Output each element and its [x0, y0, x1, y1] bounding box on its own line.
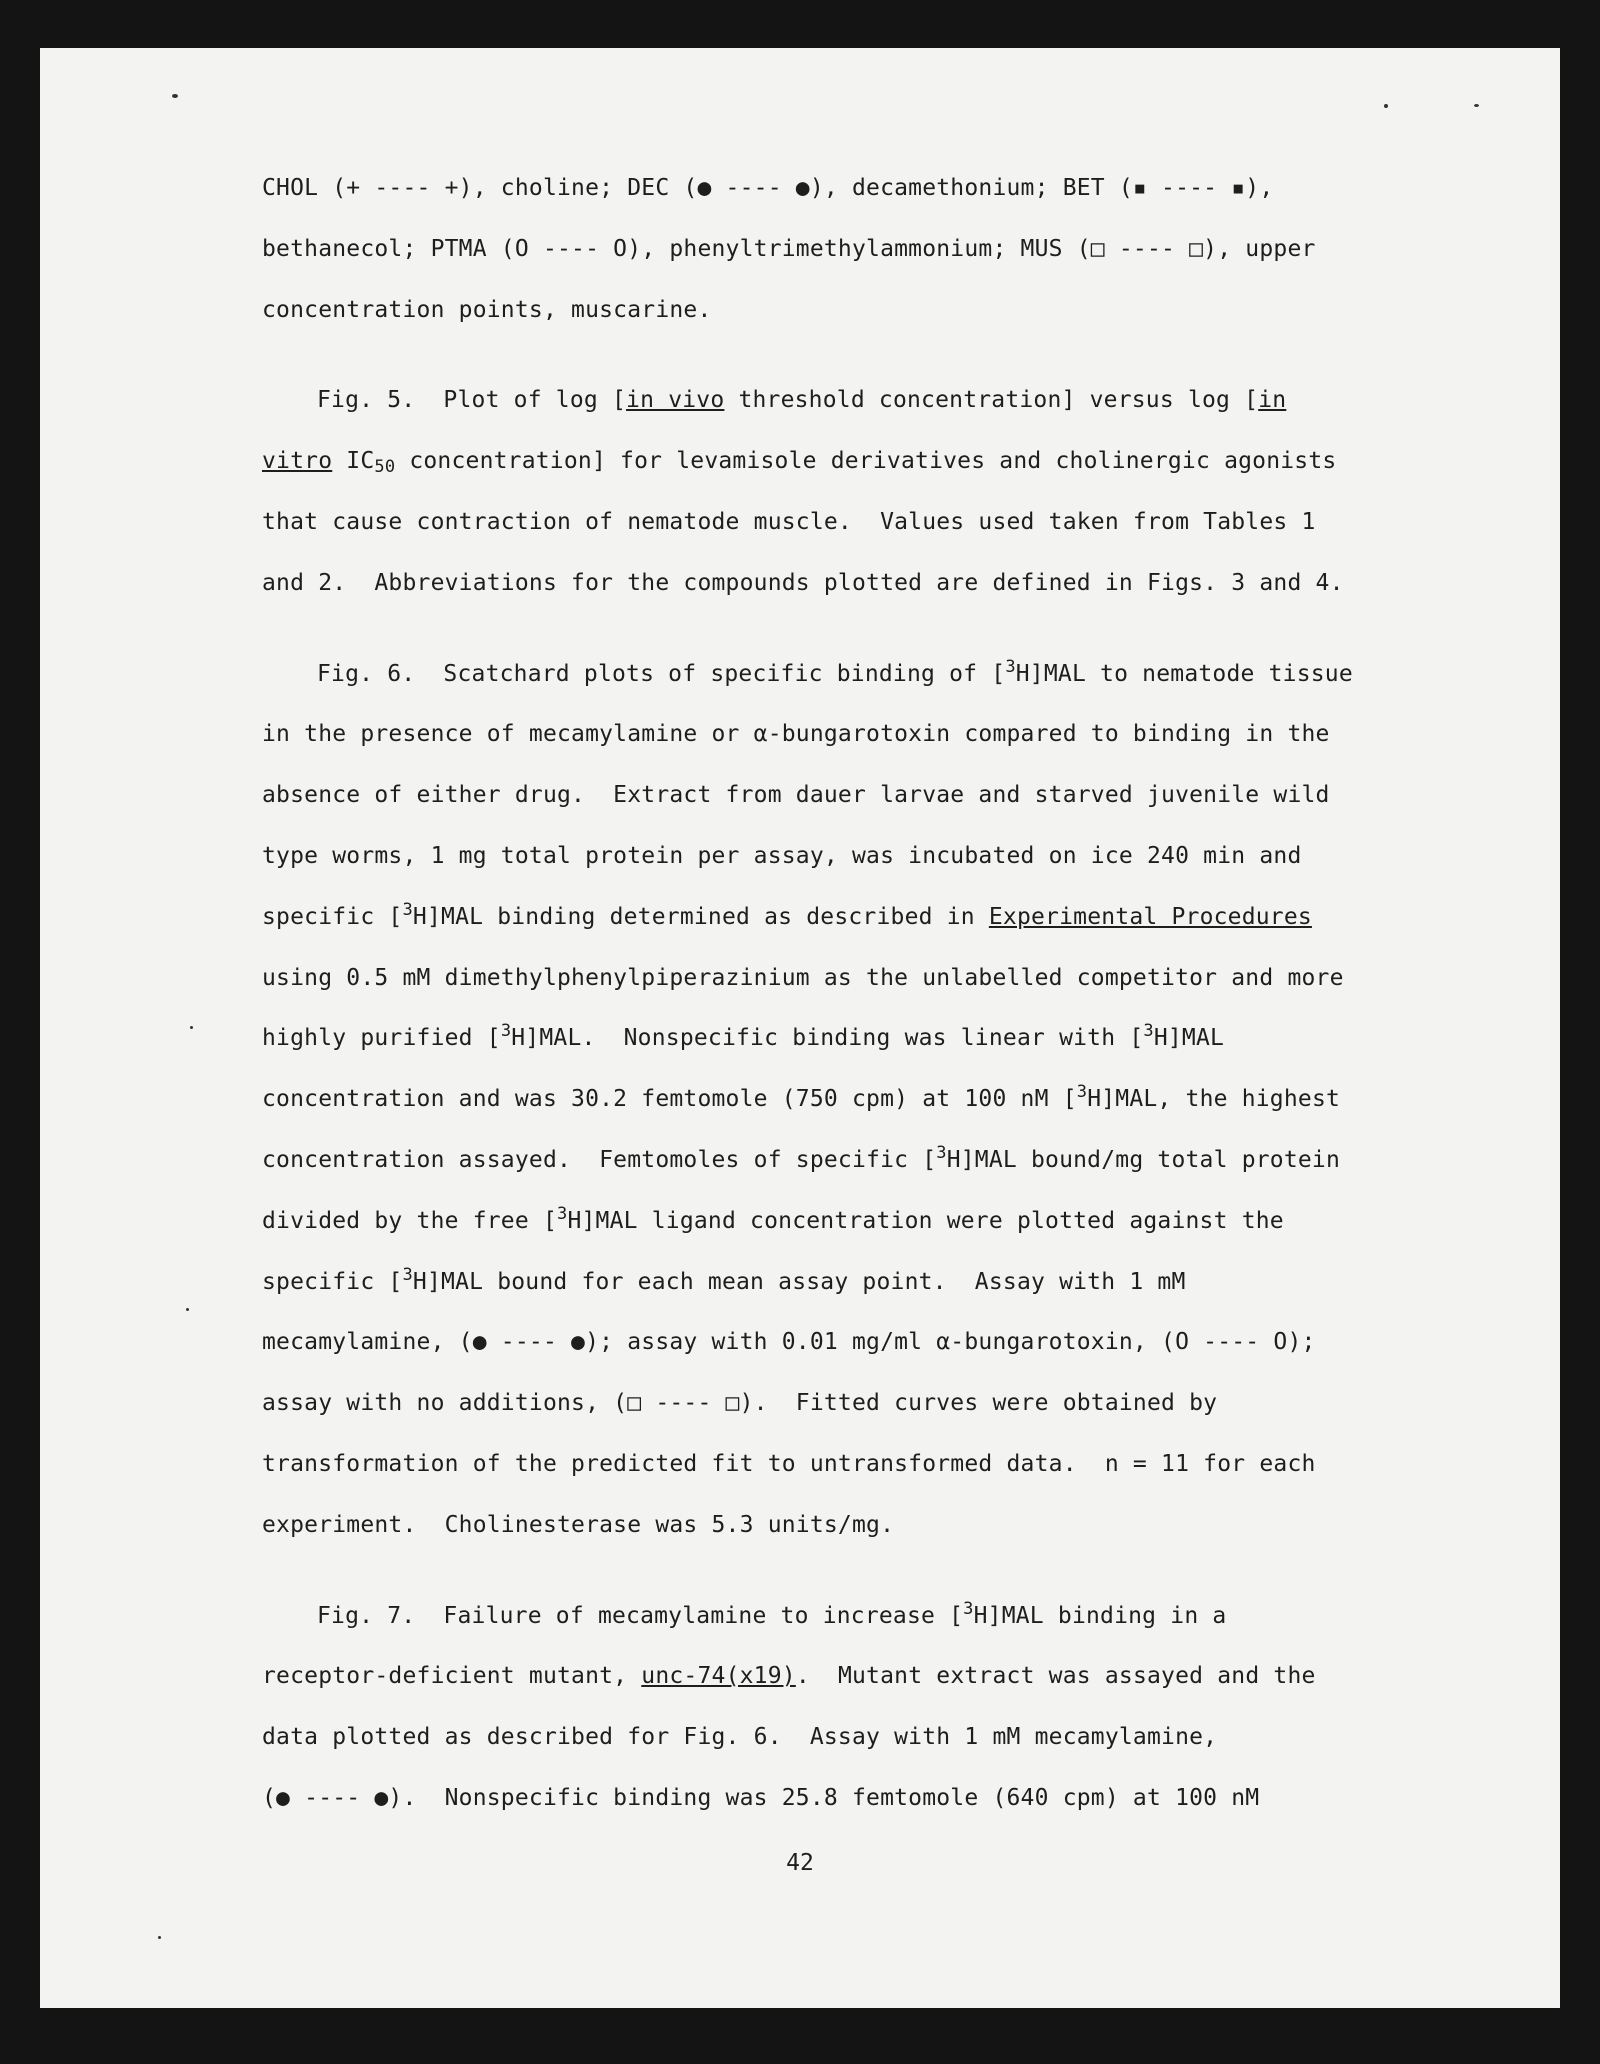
text-span: Fig. 5. Plot of log [: [317, 387, 627, 414]
text-span: H]MAL to nematode tissue: [1015, 660, 1353, 687]
superscript: 3: [500, 1021, 512, 1042]
text-line: that cause contraction of nematode muscle. Values used taken from Tables 1: [262, 508, 1316, 535]
text-span: concentration assayed. Femtomoles of specific [: [262, 1146, 937, 1173]
text-span: specific [: [262, 1268, 403, 1295]
text-line: CHOL (+ ---- +), choline; DEC (● ---- ●), decamethonium; BET (▪ ---- ▪),: [262, 175, 1274, 201]
text-span: H]MAL binding in a: [973, 1602, 1227, 1629]
text-span: . Mutant extract was assayed and the: [795, 1663, 1316, 1690]
text-line: bethanecol; PTMA (O ---- O), phenyltrimethylammonium; MUS (□ ---- □), upper: [262, 235, 1316, 262]
text-span: receptor-deficient mutant,: [262, 1663, 642, 1690]
text-line: [262, 887, 1502, 948]
text-span: specific [: [262, 903, 403, 930]
text-line: using 0.5 mM dimethylphenylpiperazinium as the unlabelled competitor and more: [262, 964, 1344, 991]
figure-6-caption: [262, 644, 1502, 1556]
text-line: concentration points, muscarine.: [262, 296, 712, 323]
underlined-term: unc-74(x19): [641, 1663, 796, 1690]
text-line: data plotted as described for Fig. 6. Assay with 1 mM mecamylamine,: [262, 1724, 1218, 1751]
text-span: Fig. 6. Scatchard plots of specific binding of [: [317, 660, 1006, 687]
underlined-term: Experimental Procedures: [988, 903, 1312, 930]
margin-speck: [186, 1308, 189, 1311]
text-line: experiment. Cholinesterase was 5.3 units/mg.: [262, 1511, 895, 1538]
text-line: transformation of the predicted fit to untransformed data. n = 11 for each: [262, 1450, 1316, 1477]
text-line: [262, 1130, 1502, 1191]
superscript: 3: [402, 899, 413, 920]
document-page: [40, 48, 1560, 2008]
text-line: [262, 1586, 1502, 1647]
caption-intro: [262, 158, 1502, 340]
text-line: [262, 1069, 1502, 1130]
text-span: H]MAL binding determined as described in: [412, 903, 989, 930]
superscript: 3: [1143, 1021, 1154, 1042]
superscript: 3: [1076, 1082, 1088, 1103]
text-line: [262, 1646, 1502, 1707]
text-line: [262, 1191, 1502, 1252]
superscript: 3: [936, 1142, 947, 1163]
page-number: 42: [786, 1850, 814, 1876]
text-line: and 2. Abbreviations for the compounds plotted are defined in Figs. 3 and 4.: [262, 569, 1344, 596]
text-line: [262, 644, 1502, 705]
underlined-term: vitro: [262, 448, 333, 475]
figure-7-caption: [262, 1586, 1502, 1829]
text-line: [262, 431, 1502, 492]
text-span: concentration] for levamisole derivatives and cholinergic agonists: [395, 448, 1337, 475]
text-span: H]MAL ligand concentration were plotted against the: [567, 1207, 1284, 1234]
text-span: H]MAL. Nonspecific binding was linear with [: [511, 1025, 1144, 1052]
superscript: 3: [557, 1203, 568, 1224]
text-span: threshold concentration] versus log [: [724, 387, 1259, 414]
text-span: IC: [332, 448, 375, 475]
margin-speck: [172, 94, 178, 98]
text-line: absence of either drug. Extract from dauer larvae and starved juvenile wild: [262, 782, 1330, 809]
text-span: H]MAL, the highest: [1087, 1086, 1341, 1113]
margin-speck: [190, 1026, 193, 1029]
text-span: H]MAL bound for each mean assay point. Assay with 1 mM: [412, 1268, 1186, 1295]
superscript: 3: [402, 1264, 413, 1285]
text-line: in the presence of mecamylamine or α-bungarotoxin compared to binding in the: [262, 721, 1330, 748]
superscript: 3: [963, 1598, 974, 1619]
text-span: Fig. 7. Failure of mecamylamine to increase [: [317, 1602, 964, 1629]
margin-speck: [1474, 104, 1479, 107]
text-line: (● ---- ●). Nonspecific binding was 25.8 femtomole (640 cpm) at 100 nM: [262, 1784, 1260, 1811]
text-line: assay with no additions, (□ ---- □). Fitted curves were obtained by: [262, 1390, 1218, 1417]
margin-speck: [158, 1936, 161, 1939]
caption-text: [262, 158, 1502, 1829]
margin-speck: [1384, 104, 1388, 108]
text-line: [262, 370, 1502, 431]
text-span: H]MAL: [1153, 1025, 1225, 1052]
text-span: H]MAL bound/mg total protein: [946, 1146, 1341, 1173]
text-span: concentration and was 30.2 femtomole (750 cpm) at 100 nM [: [262, 1086, 1077, 1113]
text-line: type worms, 1 mg total protein per assay, was incubated on ice 240 min and: [262, 842, 1302, 869]
text-line: mecamylamine, (● ---- ●); assay with 0.01 mg/ml α-bungarotoxin, (O ---- O);: [262, 1329, 1316, 1356]
text-span: divided by the free [: [262, 1207, 557, 1234]
superscript: 3: [1005, 656, 1016, 677]
text-line: [262, 1008, 1502, 1069]
subscript: 50: [374, 457, 396, 478]
figure-5-caption: [262, 370, 1502, 613]
text-line: [262, 1252, 1502, 1313]
underlined-term: in vivo: [626, 387, 725, 414]
text-span: highly purified [: [262, 1025, 501, 1052]
underlined-term: in: [1258, 387, 1287, 414]
